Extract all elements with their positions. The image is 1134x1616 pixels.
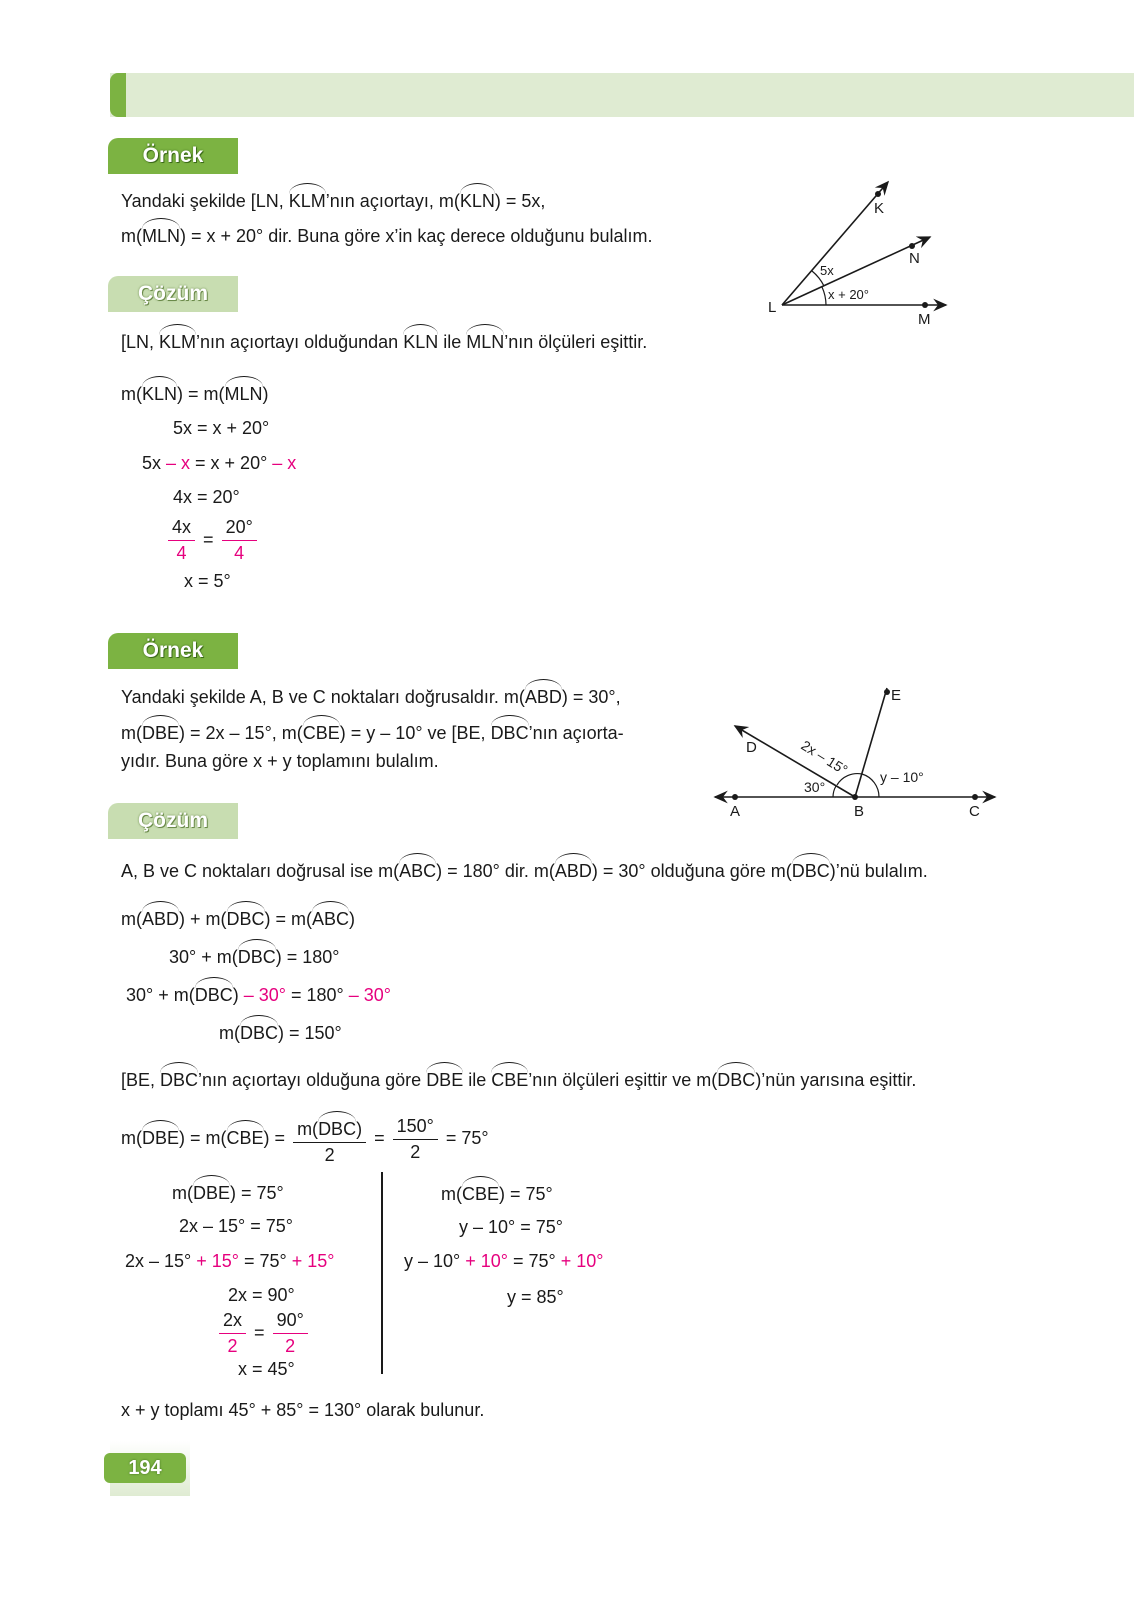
ex1-eq1: m(KLN) = m(MLN) [121,384,269,404]
label-m: M [918,311,931,328]
angle-5x: 5x [820,263,834,278]
right-r4: y = 85° [507,1287,564,1307]
ex2-solution-intro: A, B ve C noktaları doğrusal ise m(ABC) = 180° dir. m(ABD) = 30° olduğuna göre m(DBC)’nü bulalım. [121,861,928,881]
figure-angle-klm [750,170,970,330]
ex2-e3: 30° + m(DBC) – 30° = 180° – 30° [126,985,391,1005]
ex1-eq2: 5x = x + 20° [173,418,270,438]
label-l: L [768,299,777,316]
figure-angle-abc [700,670,1010,830]
ex1-question-line1: Yandaki şekilde [LN, KLM’nın açıortayı, m(KLN) = 5x, [121,191,546,211]
ex2-big-equation: m(DBE) = m(CBE) = $\frac{\text{m(DBC)}}{2}$ = $\frac{150^\circ}{2}$ = 75° [121,1112,489,1166]
ex1-eq5: $\frac{4x}{4}$ = $\frac{20^\circ}{4}$ [165,517,260,564]
ex1-solution-intro: [LN, KLM’nın açıortayı olduğundan KLN ile MLN’nın ölçüleri eşittir. [121,332,648,352]
ex2-question-line1: Yandaki şekilde A, B ve C noktaları doğrusaldır. m(ABD) = 30°, [121,687,621,707]
left-l2: 2x – 15° = 75° [179,1216,293,1236]
ex2-question-line2: m(DBE) = 2x – 15°, m(CBE) = y – 10° ve [BE, DBC’nın açıorta- [121,723,624,743]
header-accent [110,73,126,117]
ex2-intro2: [BE, DBC’nın açıortayı olduğuna göre DBE ile CBE’nın ölçüleri eşittir ve m(DBC)’nün yarısına eşittir. [121,1070,917,1090]
point-a [732,794,738,800]
left-l6: x = 45° [238,1359,295,1379]
ex2-result: x + y toplamı 45° + 85° = 130° olarak bulunur. [121,1400,485,1420]
label-b: B [854,803,865,820]
right-r3: y – 10° + 10° = 75° + 10° [404,1251,604,1271]
point-n [909,243,915,249]
left-l1: m(DBE) = 75° [172,1183,284,1203]
ex2-e1: m(ABD) + m(DBC) = m(ABC) [121,909,356,929]
page-number: 194 [104,1453,186,1483]
ex1-eq3: 5x – x = x + 20° – x [142,453,297,473]
left-l5: $\frac{2x}{2}$ = $\frac{90^\circ}{2}$ [216,1310,311,1357]
point-e [884,689,890,695]
point-m [922,302,928,308]
ex1-question-line2: m(MLN) = x + 20° dir. Buna göre x’in kaç derece olduğunu bulalım. [121,226,653,246]
point-c [972,794,978,800]
column-divider [381,1172,383,1374]
ex1-eq6: x = 5° [184,571,231,591]
point-k [875,191,881,197]
angle-y-10: y – 10° [880,769,924,785]
point-b [852,794,858,800]
angle-30: 30° [804,779,826,795]
right-r2: y – 10° = 75° [459,1217,563,1237]
ornek-label-2: Örnek [108,633,238,669]
cozum-label-1: Çözüm [108,276,238,312]
label-c: C [969,803,980,820]
label-e: E [891,687,902,704]
ex1-eq4: 4x = 20° [173,487,240,507]
angle-x20: x + 20° [828,287,869,302]
cozum-label-2: Çözüm [108,803,238,839]
ex2-e4: m(DBC) = 150° [219,1023,342,1043]
right-r1: m(CBE) = 75° [441,1184,553,1204]
left-l3: 2x – 15° + 15° = 75° + 15° [125,1251,335,1271]
label-a: A [730,803,741,820]
label-d: D [746,739,757,756]
label-k: K [874,200,885,217]
ornek-label-1: Örnek [108,138,238,174]
left-l4: 2x = 90° [228,1285,295,1305]
ex2-question-line3: yıdır. Buna göre x + y toplamını bulalım. [121,751,439,771]
ex2-e2: 30° + m(DBC) = 180° [169,947,340,967]
label-n: N [909,250,920,267]
angle-2x-15: 2x – 15° [798,736,851,778]
header-band [110,73,1134,117]
